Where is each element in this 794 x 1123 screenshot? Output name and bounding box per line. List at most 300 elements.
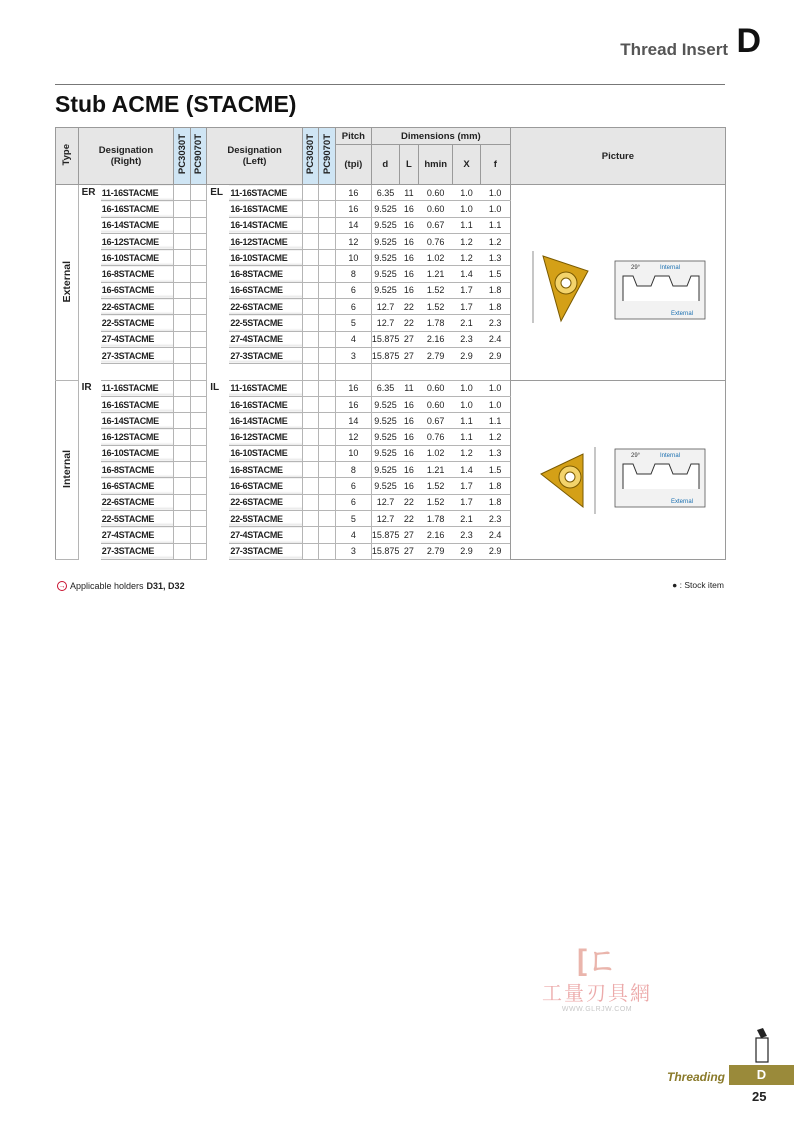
- designation-right: 22-5STACME: [101, 315, 174, 331]
- stock-pc9070t-left: [319, 380, 335, 396]
- watermark-logo: [ㄈ: [577, 944, 617, 977]
- dim-f: 1.0: [480, 201, 510, 217]
- designation-left: 16-8STACME: [229, 462, 302, 478]
- stock-legend: ● : Stock item: [672, 580, 724, 590]
- designation-left: 27-3STACME: [229, 543, 302, 559]
- designation-left: 16-8STACME: [229, 266, 302, 282]
- stock-pc3030t: [174, 331, 190, 347]
- dim-f: 1.2: [480, 429, 510, 445]
- dim-d: 12.7: [371, 510, 399, 526]
- pitch-value: 3: [335, 347, 371, 363]
- stock-pc9070t-left: [319, 233, 335, 249]
- designation-right: 16-16STACME: [101, 201, 174, 217]
- pitch-value: 6: [335, 494, 371, 510]
- dim-x: 1.7: [453, 494, 481, 510]
- designation-right: 11-16STACME: [101, 380, 174, 396]
- dim-l: 11: [399, 380, 419, 396]
- dim-x: 1.0: [453, 396, 481, 412]
- dim-x: 1.1: [453, 429, 481, 445]
- col-dimensions: Dimensions (mm): [371, 128, 510, 145]
- stock-pc3030t-left: [302, 462, 318, 478]
- stock-pc3030t: [174, 510, 190, 526]
- stock-pc9070t: [190, 347, 206, 363]
- dim-hmin: 0.60: [419, 201, 453, 217]
- pitch-value: 5: [335, 510, 371, 526]
- pitch-value: 6: [335, 478, 371, 494]
- designation-right: 22-6STACME: [101, 494, 174, 510]
- stock-pc9070t: [190, 201, 206, 217]
- designation-left: 16-10STACME: [229, 250, 302, 266]
- stock-pc9070t-left: [319, 299, 335, 315]
- designation-right: 16-6STACME: [101, 282, 174, 298]
- dim-f: 1.3: [480, 445, 510, 461]
- col-grade-pc9070t: PC9070T: [190, 128, 206, 185]
- stock-pc3030t-left: [302, 413, 318, 429]
- stock-pc3030t: [174, 217, 190, 233]
- dim-hmin: 2.16: [419, 527, 453, 543]
- stock-pc3030t: [174, 233, 190, 249]
- footer-section-name: Threading: [667, 1070, 726, 1084]
- external-label: External: [670, 498, 693, 505]
- dim-l: 16: [399, 445, 419, 461]
- dim-d: 9.525: [371, 445, 399, 461]
- dim-x: 1.2: [453, 445, 481, 461]
- pitch-value: 16: [335, 396, 371, 412]
- dim-l: 22: [399, 299, 419, 315]
- dim-l: 16: [399, 396, 419, 412]
- dim-x: 1.2: [453, 250, 481, 266]
- stock-pc3030t-left: [302, 266, 318, 282]
- watermark-text: 工量刃具網: [542, 981, 652, 1005]
- stock-pc3030t-left: [302, 494, 318, 510]
- type-label: Internal: [60, 449, 73, 488]
- dim-hmin: 2.79: [419, 347, 453, 363]
- dim-f: 1.8: [480, 478, 510, 494]
- col-hmin: hmin: [419, 145, 453, 185]
- dim-hmin: 2.16: [419, 331, 453, 347]
- pitch-value: 12: [335, 429, 371, 445]
- right-code: IR: [81, 382, 92, 394]
- stock-pc3030t-left: [302, 380, 318, 396]
- page-title: Stub ACME (STACME): [55, 91, 297, 117]
- dim-l: 16: [399, 250, 419, 266]
- stock-pc9070t-left: [319, 413, 335, 429]
- designation-left: 11-16STACME: [229, 380, 302, 396]
- stock-pc3030t-left: [302, 201, 318, 217]
- designation-left: 16-10STACME: [229, 445, 302, 461]
- left-code: IL: [210, 382, 220, 394]
- dim-f: 1.8: [480, 299, 510, 315]
- col-designation-left: Designation (Left): [207, 128, 303, 185]
- pitch-value: 5: [335, 315, 371, 331]
- dim-x: 1.7: [453, 282, 481, 298]
- spacer: [371, 364, 510, 380]
- designation-right: 27-3STACME: [101, 543, 174, 559]
- dim-x: 1.2: [453, 233, 481, 249]
- stock-pc3030t: [174, 445, 190, 461]
- designation-right: 27-4STACME: [101, 331, 174, 347]
- dim-x: 1.0: [453, 185, 481, 201]
- stock-pc9070t: [190, 250, 206, 266]
- insert-picture-external: [523, 231, 713, 331]
- header-title: Thread Insert: [620, 40, 728, 59]
- col-designation-right: Designation (Right): [78, 128, 174, 185]
- stock-pc9070t: [190, 494, 206, 510]
- internal-label: Internal: [659, 452, 680, 459]
- stock-pc3030t-left: [302, 315, 318, 331]
- col-picture: Picture: [510, 128, 725, 185]
- page-number: 25: [752, 1089, 767, 1104]
- pitch-value: 8: [335, 462, 371, 478]
- table-row: [56, 185, 726, 201]
- dim-l: 16: [399, 282, 419, 298]
- stock-pc9070t: [190, 217, 206, 233]
- dim-hmin: 0.67: [419, 217, 453, 233]
- stock-pc3030t: [174, 413, 190, 429]
- dim-l: 11: [399, 185, 419, 201]
- applicable-holders-note: [57, 581, 185, 591]
- pitch-value: 16: [335, 185, 371, 201]
- type-label: External: [60, 260, 73, 302]
- footer-section-badge: D: [729, 1065, 794, 1085]
- dim-x: 2.3: [453, 331, 481, 347]
- dim-x: 1.1: [453, 413, 481, 429]
- dim-d: 9.525: [371, 413, 399, 429]
- stock-pc9070t-left: [319, 445, 335, 461]
- spacer: [101, 364, 174, 380]
- designation-right: 22-6STACME: [101, 299, 174, 315]
- stock-pc3030t-left: [302, 527, 318, 543]
- header-divider: [55, 84, 725, 85]
- pitch-value: 16: [335, 380, 371, 396]
- dim-d: 6.35: [371, 380, 399, 396]
- stock-pc9070t-left: [319, 250, 335, 266]
- dim-d: 15.875: [371, 527, 399, 543]
- dim-f: 2.9: [480, 543, 510, 559]
- table-row: [56, 380, 726, 396]
- dim-x: 1.4: [453, 462, 481, 478]
- designation-left: 16-12STACME: [229, 429, 302, 445]
- stock-pc3030t: [174, 299, 190, 315]
- stock-pc9070t-left: [319, 494, 335, 510]
- insert-picture-internal: [523, 419, 713, 519]
- dim-hmin: 1.02: [419, 250, 453, 266]
- dim-f: 1.3: [480, 250, 510, 266]
- designation-left: 22-6STACME: [229, 494, 302, 510]
- stock-pc9070t: [190, 380, 206, 396]
- pitch-value: 16: [335, 201, 371, 217]
- stock-pc3030t-left: [302, 445, 318, 461]
- dim-l: 16: [399, 201, 419, 217]
- dim-f: 2.9: [480, 347, 510, 363]
- dim-hmin: 1.21: [419, 462, 453, 478]
- dim-hmin: 1.78: [419, 315, 453, 331]
- stock-pc3030t-left: [302, 282, 318, 298]
- dim-l: 16: [399, 233, 419, 249]
- dim-l: 16: [399, 462, 419, 478]
- stock-pc9070t: [190, 445, 206, 461]
- pitch-value: 12: [335, 233, 371, 249]
- col-type: Type: [56, 128, 79, 185]
- designation-right: 27-4STACME: [101, 527, 174, 543]
- spacer: [174, 364, 190, 380]
- designation-right: 27-3STACME: [101, 347, 174, 363]
- stock-pc9070t: [190, 185, 206, 201]
- designation-left: 11-16STACME: [229, 185, 302, 201]
- dim-d: 9.525: [371, 429, 399, 445]
- col-grade-pc9070t-left: PC9070T: [319, 128, 335, 185]
- left-code: EL: [210, 187, 224, 198]
- stock-pc9070t-left: [319, 347, 335, 363]
- pitch-value: 14: [335, 217, 371, 233]
- angle-label: 29°: [630, 265, 640, 272]
- dim-x: 2.9: [453, 543, 481, 559]
- stock-pc3030t: [174, 266, 190, 282]
- col-pitch: Pitch: [335, 128, 371, 145]
- designation-right: 16-14STACME: [101, 217, 174, 233]
- col-X: X: [453, 145, 481, 185]
- spec-table-body: [56, 185, 726, 560]
- dim-hmin: 2.79: [419, 543, 453, 559]
- designation-left: 16-14STACME: [229, 217, 302, 233]
- designation-left: 16-6STACME: [229, 282, 302, 298]
- dim-hmin: 1.21: [419, 266, 453, 282]
- designation-right: 16-16STACME: [101, 396, 174, 412]
- dim-f: 2.3: [480, 315, 510, 331]
- stock-pc9070t: [190, 413, 206, 429]
- pitch-value: 6: [335, 299, 371, 315]
- col-L: L: [399, 145, 419, 185]
- dim-x: 1.1: [453, 217, 481, 233]
- stock-pc9070t-left: [319, 201, 335, 217]
- holders-list: D31, D32: [146, 581, 185, 591]
- dim-hmin: 1.52: [419, 478, 453, 494]
- stock-pc3030t: [174, 494, 190, 510]
- stock-pc9070t: [190, 299, 206, 315]
- holders-label: Applicable holders: [70, 581, 144, 591]
- stock-pc9070t: [190, 510, 206, 526]
- dim-l: 27: [399, 347, 419, 363]
- stock-pc9070t: [190, 396, 206, 412]
- stock-pc3030t-left: [302, 510, 318, 526]
- dim-d: 6.35: [371, 185, 399, 201]
- designation-left: 16-6STACME: [229, 478, 302, 494]
- stock-pc3030t: [174, 315, 190, 331]
- stock-pc9070t: [190, 233, 206, 249]
- dim-f: 1.1: [480, 413, 510, 429]
- pitch-value: 6: [335, 282, 371, 298]
- stock-pc3030t: [174, 396, 190, 412]
- designation-right: 16-12STACME: [101, 429, 174, 445]
- dim-x: 1.7: [453, 478, 481, 494]
- stock-pc9070t: [190, 282, 206, 298]
- stock-pc3030t-left: [302, 217, 318, 233]
- dim-hmin: 1.52: [419, 494, 453, 510]
- stock-pc9070t-left: [319, 429, 335, 445]
- dim-d: 9.525: [371, 462, 399, 478]
- dim-hmin: 0.76: [419, 429, 453, 445]
- designation-right: 16-8STACME: [101, 266, 174, 282]
- external-label: External: [670, 311, 693, 318]
- col-d: d: [371, 145, 399, 185]
- dim-hmin: 1.52: [419, 282, 453, 298]
- stock-pc9070t-left: [319, 510, 335, 526]
- stock-pc9070t-left: [319, 478, 335, 494]
- designation-left: 22-6STACME: [229, 299, 302, 315]
- watermark-url: WWW.GLRJW.COM: [561, 1006, 633, 1013]
- dim-x: 2.1: [453, 315, 481, 331]
- designation-left: 22-5STACME: [229, 510, 302, 526]
- dim-l: 16: [399, 266, 419, 282]
- stock-pc3030t-left: [302, 478, 318, 494]
- stock-pc3030t-left: [302, 396, 318, 412]
- pitch-value: 8: [335, 266, 371, 282]
- spacer: [335, 364, 371, 380]
- stock-pc3030t: [174, 429, 190, 445]
- dim-l: 16: [399, 217, 419, 233]
- dim-l: 27: [399, 543, 419, 559]
- section-letter: D: [736, 22, 761, 60]
- dim-d: 9.525: [371, 282, 399, 298]
- dim-d: 9.525: [371, 478, 399, 494]
- spacer: [302, 364, 318, 380]
- spacer: [190, 364, 206, 380]
- pitch-value: 3: [335, 543, 371, 559]
- dim-f: 1.2: [480, 233, 510, 249]
- stock-pc9070t-left: [319, 527, 335, 543]
- stock-pc3030t-left: [302, 185, 318, 201]
- stock-pc9070t-left: [319, 331, 335, 347]
- spec-table: [55, 127, 726, 560]
- dim-d: 12.7: [371, 494, 399, 510]
- dim-hmin: 1.52: [419, 299, 453, 315]
- stock-pc3030t-left: [302, 299, 318, 315]
- designation-left: 27-4STACME: [229, 527, 302, 543]
- designation-right: 16-10STACME: [101, 445, 174, 461]
- stock-pc3030t-left: [302, 429, 318, 445]
- designation-right: 16-8STACME: [101, 462, 174, 478]
- picture-cell: [510, 185, 725, 381]
- dim-l: 27: [399, 331, 419, 347]
- angle-label: 29°: [630, 452, 640, 459]
- threading-tool-icon: [752, 1028, 772, 1064]
- dim-f: 2.4: [480, 527, 510, 543]
- dim-l: 16: [399, 413, 419, 429]
- dim-l: 22: [399, 494, 419, 510]
- stock-pc9070t: [190, 527, 206, 543]
- dim-x: 1.0: [453, 380, 481, 396]
- dim-d: 9.525: [371, 217, 399, 233]
- pitch-value: 10: [335, 445, 371, 461]
- dim-hmin: 0.67: [419, 413, 453, 429]
- dim-f: 1.5: [480, 462, 510, 478]
- stock-pc9070t: [190, 429, 206, 445]
- stock-pc3030t-left: [302, 233, 318, 249]
- designation-right: 22-5STACME: [101, 510, 174, 526]
- dim-d: 9.525: [371, 201, 399, 217]
- stock-pc3030t: [174, 380, 190, 396]
- dim-d: 12.7: [371, 315, 399, 331]
- stock-pc3030t: [174, 347, 190, 363]
- designation-left: 16-12STACME: [229, 233, 302, 249]
- dim-d: 9.525: [371, 233, 399, 249]
- dim-d: 12.7: [371, 299, 399, 315]
- stock-pc3030t: [174, 201, 190, 217]
- stock-pc9070t: [190, 315, 206, 331]
- stock-pc9070t: [190, 462, 206, 478]
- dim-x: 2.9: [453, 347, 481, 363]
- dim-d: 9.525: [371, 250, 399, 266]
- stock-pc3030t: [174, 543, 190, 559]
- dim-hmin: 1.02: [419, 445, 453, 461]
- dim-hmin: 0.60: [419, 396, 453, 412]
- dim-hmin: 0.76: [419, 233, 453, 249]
- stock-pc9070t-left: [319, 543, 335, 559]
- designation-left: 16-14STACME: [229, 413, 302, 429]
- stock-pc9070t-left: [319, 185, 335, 201]
- dim-x: 1.7: [453, 299, 481, 315]
- stock-pc3030t: [174, 250, 190, 266]
- stock-pc9070t-left: [319, 315, 335, 331]
- dim-f: 2.3: [480, 510, 510, 526]
- type-cell: [56, 185, 79, 381]
- col-f: f: [480, 145, 510, 185]
- designation-left: 27-4STACME: [229, 331, 302, 347]
- stock-pc9070t: [190, 478, 206, 494]
- designation-right: 11-16STACME: [101, 185, 174, 201]
- dim-f: 1.0: [480, 396, 510, 412]
- dim-l: 16: [399, 429, 419, 445]
- stock-pc9070t-left: [319, 266, 335, 282]
- stock-pc9070t: [190, 543, 206, 559]
- stock-pc3030t-left: [302, 250, 318, 266]
- holder-icon: →: [58, 582, 66, 590]
- dim-d: 15.875: [371, 543, 399, 559]
- spacer: [229, 364, 302, 380]
- dim-x: 2.1: [453, 510, 481, 526]
- dim-l: 16: [399, 478, 419, 494]
- dim-f: 1.0: [480, 185, 510, 201]
- dim-d: 9.525: [371, 266, 399, 282]
- watermark: [522, 945, 672, 1013]
- type-cell: [56, 380, 79, 559]
- dim-l: 22: [399, 510, 419, 526]
- stock-pc3030t-left: [302, 347, 318, 363]
- stock-pc9070t-left: [319, 396, 335, 412]
- right-code: ER: [81, 187, 96, 198]
- stock-pc9070t-left: [319, 462, 335, 478]
- dim-l: 27: [399, 527, 419, 543]
- dim-hmin: 0.60: [419, 380, 453, 396]
- stock-pc9070t-left: [319, 217, 335, 233]
- dim-x: 1.4: [453, 266, 481, 282]
- dim-hmin: 0.60: [419, 185, 453, 201]
- dim-f: 1.8: [480, 494, 510, 510]
- dim-d: 15.875: [371, 347, 399, 363]
- dim-x: 1.0: [453, 201, 481, 217]
- pitch-value: 4: [335, 527, 371, 543]
- stock-pc9070t: [190, 266, 206, 282]
- designation-left: 16-16STACME: [229, 396, 302, 412]
- pitch-value: 4: [335, 331, 371, 347]
- stock-pc3030t: [174, 185, 190, 201]
- designation-right: 16-6STACME: [101, 478, 174, 494]
- stock-pc3030t: [174, 282, 190, 298]
- dim-f: 1.1: [480, 217, 510, 233]
- designation-left: 22-5STACME: [229, 315, 302, 331]
- designation-left: 16-16STACME: [229, 201, 302, 217]
- stock-pc9070t-left: [319, 282, 335, 298]
